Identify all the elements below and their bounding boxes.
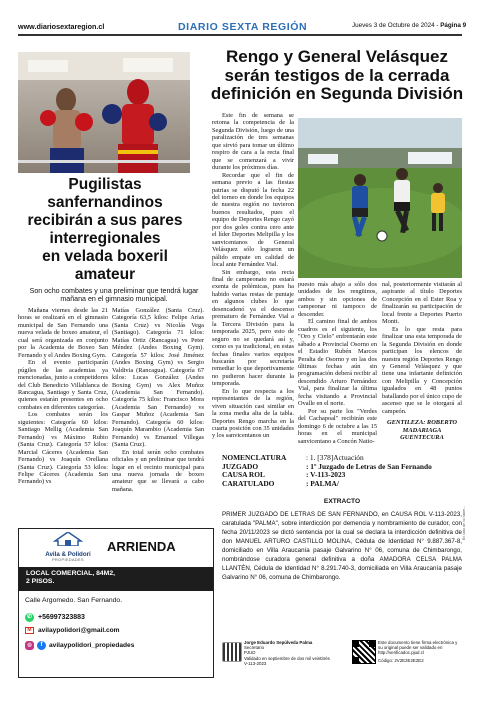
- boxing-headline-line: en velada boxeril: [42, 248, 168, 265]
- boxing-headline: [18, 176, 192, 284]
- football-column-1: [212, 112, 294, 440]
- instagram-icon: ◎: [25, 641, 34, 650]
- ad-banner: [19, 567, 213, 591]
- ad-phone-row[interactable]: [25, 613, 85, 622]
- byline-line: MADARIAGA: [402, 426, 442, 434]
- paragraph: Este fin de semana se retoma la competencia de la Segunda División, luego de una paralización de tres semanas que sirvió para tomar un último respiro de cara a la recta final que se comenzará a vivir durante los próximos días.: [212, 112, 294, 172]
- paragraph: Matías González (Santa Cruz). Categoría 63,5 kilos: Felipe Arias (Santa Cruz) vs Nicolás Vega (Santiago). Categoría 71 kilos: Matías Ortiz (Rancagua) vs Peter Méndez (Andes Boxing Gym). Categoría 57 kilos: José Jiménez (Andes Boxing Gym) vs Sergio Valdivia (Rancagua). Categoría 67 kilos: Lucas González (Andes Boxing Gym) vs Alex Muñoz (Academia San Fernando). Categoría 75 kilos: Francisco Mora (Academia San Fernando) vs Gaspar Muñoz (Academia San Fernando). Categoría 60 kilos: Joaquín Marambio (Academia San Fernando) vs Emanuel Villegas (Santa Cruz).: [112, 307, 204, 449]
- ad-logo: [23, 532, 113, 566]
- verify-code: Código: 2V2E2E2E2E2: [378, 657, 424, 663]
- page-date: [352, 22, 466, 29]
- football-headline-line: definición en Segunda División: [210, 84, 464, 103]
- verify-info: [378, 640, 462, 663]
- signer-note: Validado en septiembre de dos mil veintitrés: [244, 655, 330, 661]
- boxing-headline-line: recibirán a sus pares: [27, 212, 183, 229]
- date-text: Jueves 3 de Octubre de 2024 -: [352, 22, 439, 29]
- boxing-photo: [18, 52, 190, 173]
- legal-body: PRIMER JUZGADO DE LETRAS DE SAN FERNANDO, en CAUSA ROL V-113-2023, caratulada "PALMA", sobre interdicción por demencia y nombramiento de curador, con fecha 20/11/2023 se dictó sentencia por la cual se declara la interdicción definitiva de don MANUEL ARTURO CASTILLO MOLINA, Cédula de Identidad N° 9.887.367-8, domiciliado en Villa Araucanía pasaje Galvarino N° 06, comuna de Chimbarongo, nombrándose curadora general definitiva a doña AMADORA CELSA PALMA LLANTÉN, Cédula de Identidad N° 8.291.740-3, domiciliada en Villa Araucanía pasaje Galvarino N° 06, comuna de Chimbarongo.: [222, 511, 462, 581]
- ad-address: Calle Argomedo. San Fernando.: [25, 597, 123, 604]
- ad-banner-line: 2 PISOS.: [26, 578, 55, 586]
- boxing-headline-line: amateur: [74, 266, 136, 283]
- legal-value: : PALMA/: [306, 478, 339, 488]
- paragraph: En lo que respecta a los representantes de la región, viven situación casi similar en la zona media alta de la tabla. Deportes Rengo marcha en la cuarta posición con 35 unidades y los sanvicentanos un: [212, 387, 294, 440]
- ad-headline: ARRIENDA: [107, 539, 176, 554]
- boxing-subtitle: Son ocho combates y una preliminar que tendrá lugar mañana en el gimnasio municipal.: [29, 287, 199, 304]
- house-icon: [53, 532, 83, 546]
- boxing-headline-line: interregionales: [49, 230, 161, 247]
- paragraph: Recordar que el fin de semana previo a las fiestas patrias se disputó la fecha 22 del torneo en donde los equipos de nuestra región no tuvieron buenos resultados, pues el equipo de Deportes Rengo cayó por dos goles contra cero ante el líder Deportes Melipilla y los sanvicentanos de General Velásquez sólo lograron un pálido empate en calidad de local ante Fernández Vial.: [212, 171, 294, 269]
- legal-label: CAUSA ROL: [222, 470, 265, 480]
- paragraph: En total serán ocho combates oficiales y un preliminar que tendrá lugar en el recinto municipal para una nueva jornada de boxeo amateur que se llevará a cabo mañana.: [112, 448, 204, 493]
- paragraph: Por su parte los "Verdes del Cachapoal" recibirán este domingo 6 de octubre a las 15 horas en el municipal sanvicentano a Concón Natio-: [298, 407, 377, 445]
- ad-email[interactable]: avilaypolidori@gmail.com: [38, 627, 120, 634]
- signer-role: Secretario: [244, 645, 265, 651]
- legal-label: NOMENCLATURA: [222, 453, 287, 462]
- paragraph: puesto más abajo a sólo dos unidades de los rengüinos, ambos y sin opciones de campeonar ni tampoco de descender.: [298, 281, 377, 318]
- byline-line: GENTILEZA: ROBERTO: [386, 419, 457, 427]
- header-rule: [18, 34, 462, 36]
- ad-email-row[interactable]: [25, 627, 120, 634]
- ad-phone[interactable]: +56997323883: [38, 614, 85, 621]
- ad-logo-brand: Avila & Polidori: [45, 551, 91, 558]
- qr-code-icon: [352, 640, 376, 664]
- boxing-column-1: [18, 307, 108, 486]
- signer-code: V-113-2023: [244, 660, 267, 666]
- football-headline-line: serán testigos de la cerrada: [224, 65, 450, 85]
- legal-label: JUZGADO: [222, 461, 259, 471]
- ad-banner-line: LOCAL COMERCIAL, 84M2,: [26, 570, 115, 577]
- paper-name: DIARIO SEXTA REGIÓN: [178, 21, 308, 33]
- legal-heading: EXTRACTO: [323, 498, 361, 506]
- signer-org: PJUD: [244, 650, 256, 656]
- byline: [382, 419, 462, 442]
- legal-value: : 1º Juzgado de Letras de San Fernando: [306, 461, 432, 471]
- paragraph: Los combates serán los siguientes: Categoría 60 kilos: Santiago Mellig (Academia San Fernando) vs Máximo Rubio (Santa Cruz). Categoría 57 kilos: Marcial Cáceres (Academia San Fernando) vs Joaquín Orellana (Santa Cruz). Categoría 53 kilos: Felipe Cáceres (Academia San Fernando) vs: [18, 411, 108, 486]
- legal-rows: [222, 454, 462, 488]
- legal-value: : 1. [378]Actuación: [306, 453, 364, 462]
- football-column-2: [298, 281, 377, 445]
- legal-row: [222, 480, 462, 489]
- paragraph: nal, posteriormente visitarán al aspirante al título Deportes Concepción en el Ester Roa y finalizarán su participación de local frente a Deportes Puerto Montt.: [382, 281, 462, 326]
- paragraph: En el evento participarán púgiles de las academias ya mencionadas, junto a competidores del Club Benedicto Villablanca de Rancagua, Santiago y Santa Cruz, quienes estarán presentes en ocho combates en diferentes categorías.: [18, 359, 108, 411]
- byline-line: GUENTECURA: [400, 434, 444, 442]
- ad-social-row[interactable]: [25, 641, 134, 650]
- side-code: En caso de no haber...: [462, 506, 466, 540]
- page-number: Página 9: [440, 22, 467, 29]
- whatsapp-icon: ✆: [26, 614, 33, 620]
- football-column-3: [382, 281, 462, 442]
- paragraph: Mañana viernes desde las 21 horas se realizará en el gimnasio municipal de San Fernando una nueva velada de boxeo amateur, el cual será organizada en conjunto por la Academia de Boxeo San Fernando y el Andes Boxing Gym.: [18, 307, 108, 359]
- paragraph: Sin embargo, esta recta final de campeonato no estará exenta de polémicas, pues ha habido varias restas de puntaje en algunos clubes lo que desencadenó ya el descenso prematuro de Fernández Vial a la Tercera División para la temporada 2025, pero esto de seguro no se quedará así y, como es ya tradicional, en estas fechas finales varios equipos buscarán por secretaría remediar lo que deportivamente no pudieron hacer durante la temporada.: [212, 268, 294, 388]
- ad-logo-sub: PROPIEDADES: [52, 558, 84, 562]
- property-ad: [18, 528, 214, 678]
- football-headline-line: Rengo y General Velásquez: [225, 47, 449, 66]
- football-headline: [210, 48, 464, 104]
- signature-strip: [222, 640, 462, 670]
- boxing-headline-line: sanfernandinos: [47, 194, 163, 211]
- legal-notice: [222, 454, 462, 583]
- boxing-headline-line: Pugilistas: [68, 176, 142, 193]
- signature-logo: [222, 642, 242, 662]
- verify-text: Este documento tiene firma electrónica y su original puede ser validado en http://verificadoc.pjud.cl: [378, 640, 458, 656]
- legal-label: CARATULADO: [222, 478, 275, 488]
- paragraph: Es lo que resta para finalizar una esta temporada de la Segunda División en donde participan los elencos de nuestra región Deportes Rengo y General Velásquez y que tiene una infartante definición con Melipilla y Concepción igualados en 48 puntos batallando por el único cupo de ascenso que se le otorgará al campeón.: [382, 325, 462, 415]
- gmail-icon: M: [25, 627, 34, 634]
- signer-name: Jorge Eduardo Sepúlveda Palma: [244, 640, 313, 645]
- facebook-icon: f: [37, 641, 46, 650]
- paragraph: El camino final de ambos cuadros es el siguiente, los "Oro y Cielo" enfrentarán este sábado a Provincial Osorno en el Estadio Rubén Marcos Peralta de Osorno y en las dos últimas fechas aún sin programación deberá recibir al descendido Arturo Fernández Vial, para finalizar la última fecha visitando a Provincial Ovalle en el norte.: [298, 318, 377, 408]
- boxing-column-2: [112, 307, 204, 493]
- football-photo: [298, 118, 462, 278]
- legal-value: : V-113-2023: [306, 470, 346, 480]
- site-url: www.diariosextaregion.cl: [18, 22, 105, 31]
- ad-social[interactable]: avilaypolidori_propiedades: [49, 642, 135, 649]
- signer-info: [244, 640, 349, 666]
